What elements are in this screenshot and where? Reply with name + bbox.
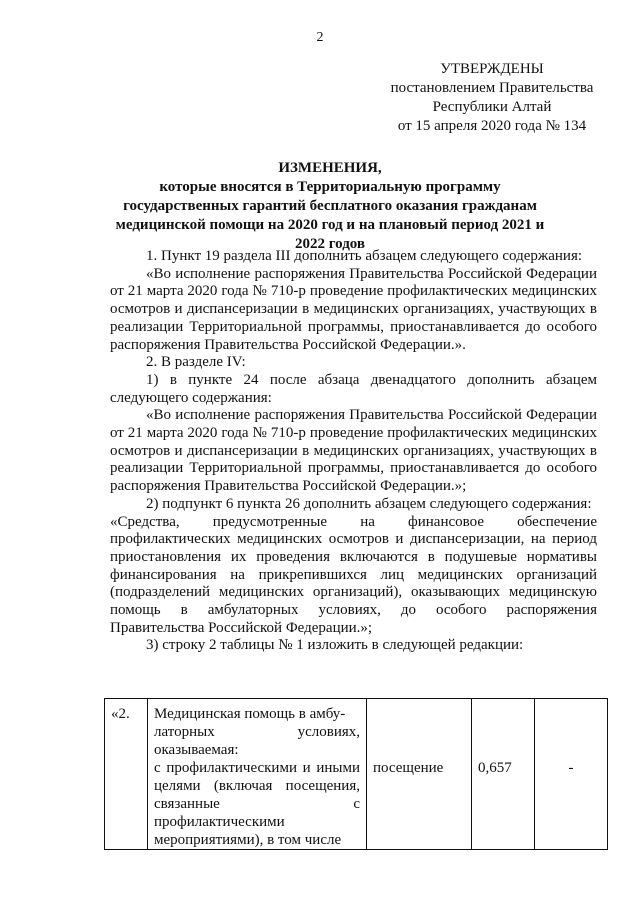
description-line: латорных условиях, оказываемая: xyxy=(154,724,360,758)
paragraph: «Во исполнение распоряжения Правительства Российской Федерации от 21 марта 2020 года № 710-р проведение профилактических медицинских осмотров и диспансеризации в медицинских организациях, участвующих в реализации Территориальной программы, приостанавливается до особого распоряжения Правительства Российской Федерации.». xyxy=(110,265,597,353)
paragraph: «Средства, предусмотренные на финансовое обеспечение профилактических медицинских осмотров и диспансеризации, на период приостановления их проведения включаются в подушевые нормативы финансирования на прикрепившихся лиц медицинских организаций (подразделений медицинских организаций), оказывающих медицинскую помощь в амбулаторных условиях, до особого распоряжения Правительства Российской Федерации.»; xyxy=(110,513,597,636)
description-line: Медицинская помощь в амбу- xyxy=(154,706,346,722)
table-row xyxy=(105,699,608,850)
title-heading: ИЗМЕНЕНИЯ, xyxy=(278,160,382,176)
approval-line-3: от 15 апреля 2020 года № 134 xyxy=(397,118,587,134)
paragraph: 2) подпункт 6 пункта 26 дополнить абзацем следующего содержания: xyxy=(146,495,592,512)
cell-value: 0,657 xyxy=(472,699,535,850)
approval-line-1: постановлением Правительства xyxy=(390,80,594,96)
cell-description xyxy=(148,699,367,850)
title-subtitle: которые вносятся в Территориальную программу государственных гарантий бесплатного оказания гражданам медицинской помощи на 2020 год и на плановый период 2021 и 2022 годов xyxy=(115,179,545,252)
paragraph: «Во исполнение распоряжения Правительства Российской Федерации от 21 марта 2020 года № 710-р проведение профилактических медицинских осмотров и диспансеризации в медицинских организациях, участвующих в реализации Территориальной программы, приостанавливается до особого распоряжения Правительства Российской Федерации.»; xyxy=(110,407,597,495)
description-line: с профилактическими и иными целями (включая посещения, связанные с профилактическими мероприятиями), в том числе xyxy=(154,760,360,848)
page-number: 2 xyxy=(316,30,324,45)
approval-line-2: Республики Алтай xyxy=(432,99,552,115)
paragraph: 1. Пункт 19 раздела III дополнить абзацем следующего содержания: xyxy=(146,248,583,264)
document-title xyxy=(100,159,560,254)
cell-extra: - xyxy=(535,699,608,850)
approval-block xyxy=(372,60,612,136)
cell-number: «2. xyxy=(105,699,148,850)
paragraph: 2. В разделе IV: xyxy=(146,354,246,371)
approval-heading: УТВЕРЖДЕНЫ xyxy=(440,61,544,77)
body-text xyxy=(110,248,597,655)
paragraph: 3) строку 2 таблицы № 1 изложить в следующей редакции: xyxy=(146,637,524,654)
amendment-table xyxy=(104,698,608,850)
paragraph: 1) в пункте 24 после абзаца двенадцатого дополнить абзацем следующего содержания: xyxy=(110,371,597,406)
cell-unit: посещение xyxy=(367,699,472,850)
